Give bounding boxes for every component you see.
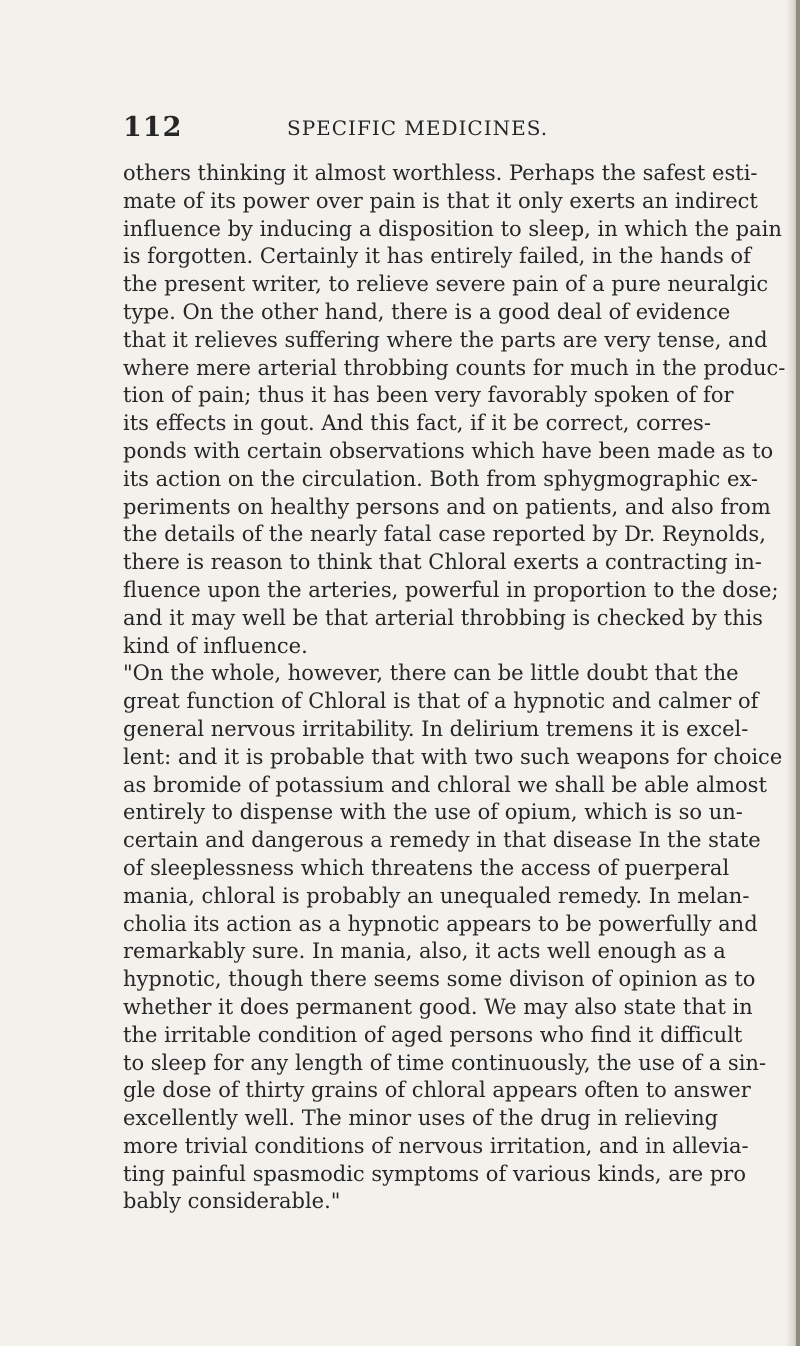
text-line: more trivial conditions of nervous irritation, and in allevia- xyxy=(123,1133,749,1158)
text-line: excellently well. The minor uses of the drug in relieving xyxy=(123,1106,719,1131)
text-line: there is reason to think that Chloral exerts a contracting in- xyxy=(123,550,762,575)
running-header xyxy=(123,112,563,146)
text-line: is forgotten. Certainly it has entirely failed, in the hands of xyxy=(123,244,751,269)
text-line: cholia its action as a hypnotic appears to be powerfully and xyxy=(123,911,758,936)
text-line: lent: and it is probable that with two such weapons for choice xyxy=(123,744,783,769)
text-line: "On the whole, however, there can be little doubt that the xyxy=(123,661,739,686)
text-line: of sleeplessness which threatens the access of puerperal xyxy=(123,855,730,880)
text-line: influence by inducing a disposition to sleep, in which the pain xyxy=(123,216,782,241)
text-line: type. On the other hand, there is a good deal of evidence xyxy=(123,299,731,324)
text-line: tion of pain; thus it has been very favorably spoken of for xyxy=(123,383,734,408)
text-line: mania, chloral is probably an unequaled remedy. In melan- xyxy=(123,883,750,908)
page-number: 112 xyxy=(123,112,183,143)
text-line: its action on the circulation. Both from sphygmographic ex- xyxy=(123,466,758,491)
text-line: to sleep for any length of time continuously, the use of a sin- xyxy=(123,1050,767,1075)
text-line: its effects in gout. And this fact, if it be correct, corres- xyxy=(123,411,711,436)
text-line: the details of the nearly fatal case reported by Dr. Reynolds, xyxy=(123,522,766,547)
text-line: as bromide of potassium and chloral we shall be able almost xyxy=(123,772,767,797)
text-line: that it relieves suffering where the parts are very tense, and xyxy=(123,327,768,352)
text-line: bably considerable." xyxy=(123,1189,341,1214)
text-line: and it may well be that arterial throbbing is checked by this xyxy=(123,605,763,630)
text-line: the irritable condition of aged persons who find it difficult xyxy=(123,1022,743,1047)
text-line: general nervous irritability. In delirium tremens it is excel- xyxy=(123,716,749,741)
page-title: SPECIFIC MEDICINES. xyxy=(287,116,549,140)
text-line: others thinking it almost worthless. Perhaps the safest esti- xyxy=(123,161,758,185)
text-line: great function of Chloral is that of a hypnotic and calmer of xyxy=(123,689,759,714)
text-line: kind of influence. xyxy=(123,633,308,658)
text-line: mate of its power over pain is that it only exerts an indirect xyxy=(123,188,758,213)
body-text xyxy=(123,160,800,1216)
text-line: gle dose of thirty grains of chloral appears often to answer xyxy=(123,1078,751,1103)
text-line: hypnotic, though there seems some divison of opinion as to xyxy=(123,967,756,992)
text-line: whether it does permanent good. We may also state that in xyxy=(123,994,753,1019)
text-line: where mere arterial throbbing counts for much in the produc- xyxy=(123,355,786,380)
text-line: remarkably sure. In mania, also, it acts well enough as a xyxy=(123,939,726,964)
text-line: the present writer, to relieve severe pain of a pure neuralgic xyxy=(123,272,769,297)
text-line: fluence upon the arteries, powerful in proportion to the dose; xyxy=(123,577,779,602)
text-line: ponds with certain observations which have been made as to xyxy=(123,438,774,463)
text-line: certain and dangerous a remedy in that disease In the state xyxy=(123,828,761,853)
text-line: entirely to dispense with the use of opium, which is so un- xyxy=(123,800,743,825)
text-line: ting painful spasmodic symptoms of various kinds, are pro xyxy=(123,1161,746,1186)
text-line: periments on healthy persons and on patients, and also from xyxy=(123,494,771,519)
